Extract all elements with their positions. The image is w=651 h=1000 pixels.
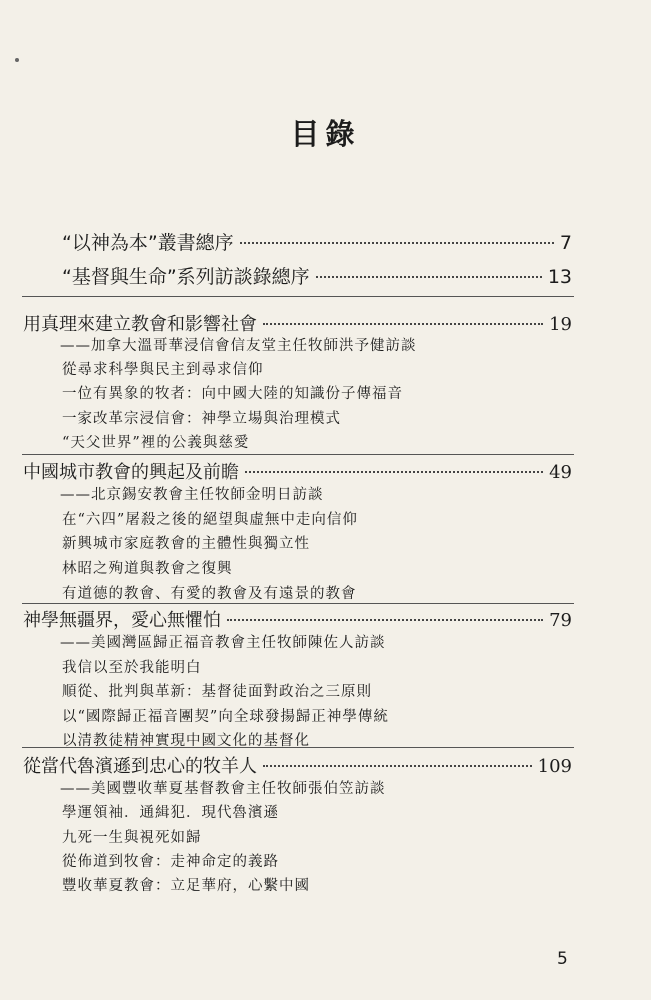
toc-entry-label: 中國城市教會的興起及前瞻 <box>23 462 239 483</box>
toc-subitem: 有道德的教會、有愛的教會及有遠景的教會 <box>62 586 357 602</box>
toc-entry-page: 49 <box>549 462 572 483</box>
toc-subitem: “天父世界”裡的公義與慈愛 <box>62 435 250 451</box>
toc-subitem: 一家改革宗浸信會：神學立場與治理模式 <box>62 411 341 427</box>
toc-entry-chapter-4[interactable] <box>23 752 572 778</box>
section-divider <box>22 747 574 748</box>
dot-leader <box>316 276 542 278</box>
toc-entry-label: “基督與生命”系列訪談錄總序 <box>62 266 310 288</box>
toc-subitem: 我信以至於我能明白 <box>62 660 202 676</box>
section-divider <box>22 454 574 455</box>
dot-leader <box>245 471 543 473</box>
toc-subitem: 林昭之殉道與教會之復興 <box>62 561 233 577</box>
toc-entry-label: “以神為本”叢書總序 <box>62 232 234 254</box>
toc-subitem: 以清教徒精神實現中國文化的基督化 <box>62 733 310 749</box>
toc-entry-chapter-2[interactable] <box>23 458 572 484</box>
toc-entry-page: 7 <box>559 232 572 254</box>
toc-entry-preface-1[interactable] <box>62 228 572 255</box>
toc-entry-label: 從當代魯濱遜到忠心的牧羊人 <box>23 756 257 777</box>
toc-subitem: 以“國際歸正福音團契”向全球發揚歸正神學傳統 <box>62 709 389 725</box>
dot-leader <box>240 242 554 244</box>
toc-subitem: 順從、批判與革新：基督徒面對政治之三原則 <box>62 684 372 700</box>
toc-entry-page: 79 <box>549 610 572 631</box>
interview-subtitle: ——加拿大溫哥華浸信會信友堂主任牧師洪予健訪談 <box>60 338 417 354</box>
section-divider <box>22 296 574 297</box>
dot-leader <box>227 619 543 621</box>
toc-subitem: 學運領袖．通緝犯．現代魯濱遜 <box>62 805 279 821</box>
toc-subitem: 從尋求科學與民主到尋求信仰 <box>62 362 264 378</box>
page-number: 5 <box>557 949 568 969</box>
toc-subitem: 從佈道到牧會：走神命定的義路 <box>62 854 279 870</box>
scan-speck <box>15 58 19 62</box>
page-title: 目錄 <box>290 117 361 151</box>
section-divider <box>22 603 574 604</box>
toc-entry-chapter-3[interactable] <box>23 606 572 632</box>
toc-subitem: 豐收華夏教會：立足華府，心繫中國 <box>62 878 310 894</box>
toc-entry-page: 19 <box>549 314 572 335</box>
toc-subitem: 新興城市家庭教會的主體性與獨立性 <box>62 536 310 552</box>
interview-subtitle: ——美國豐收華夏基督教會主任牧師張伯笠訪談 <box>60 781 386 797</box>
toc-subitem: 九死一生與視死如歸 <box>62 830 202 846</box>
toc-subitem: 在“六四”屠殺之後的絕望與虛無中走向信仰 <box>62 512 358 528</box>
toc-entry-page: 13 <box>547 266 572 288</box>
toc-entry-label: 用真理來建立教會和影響社會 <box>23 314 257 335</box>
interview-subtitle: ——北京錫安教會主任牧師金明日訪談 <box>60 487 324 503</box>
toc-entry-page: 109 <box>537 756 572 777</box>
toc-entry-preface-2[interactable] <box>62 262 572 289</box>
interview-subtitle: ——美國灣區歸正福音教會主任牧師陳佐人訪談 <box>60 635 386 651</box>
toc-entry-chapter-1[interactable] <box>23 310 572 336</box>
dot-leader <box>263 323 543 325</box>
dot-leader <box>263 765 532 767</box>
toc-subitem: 一位有異象的牧者：向中國大陸的知識份子傳福音 <box>62 386 403 402</box>
toc-entry-label: 神學無疆界，愛心無懼怕 <box>23 610 221 631</box>
